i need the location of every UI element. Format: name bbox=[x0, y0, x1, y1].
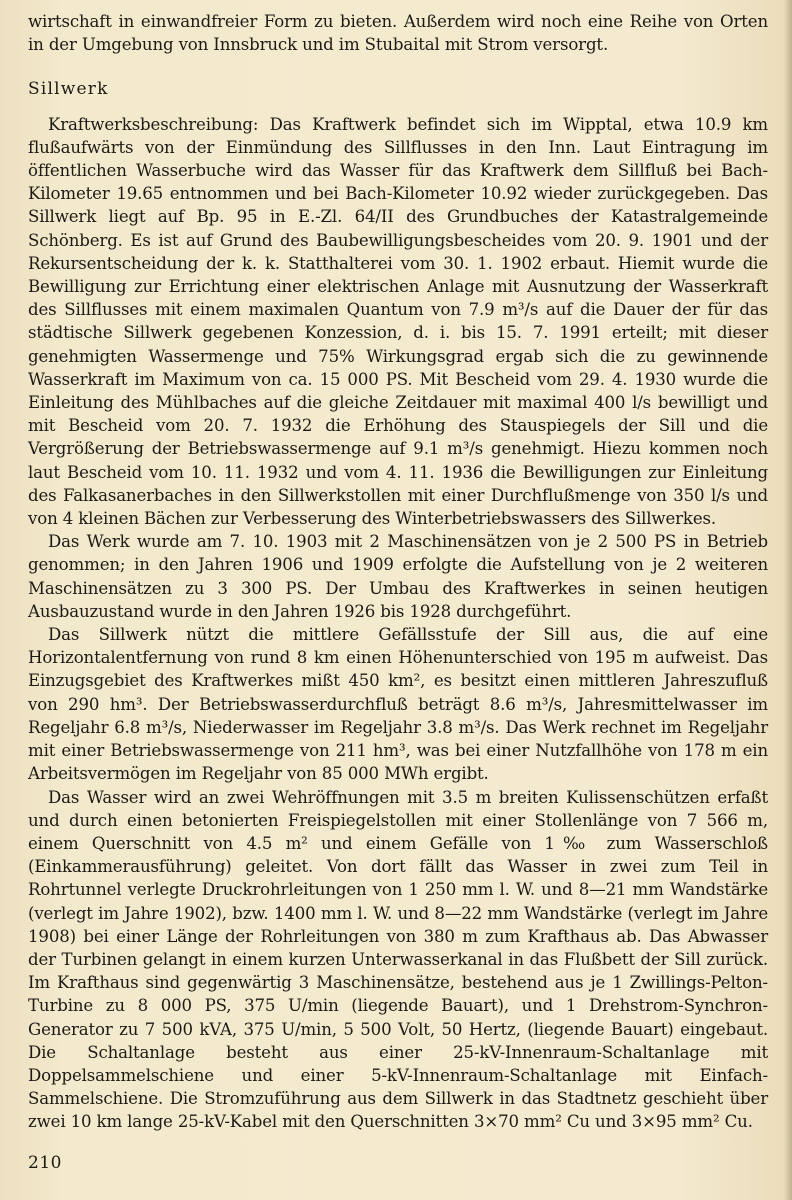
page-number: 210 bbox=[28, 1153, 62, 1173]
paragraph-text: Das Kraftwerk befindet sich im Wipptal, etwa 10.9 km flußaufwärts von der Einmündung des Sillflusses in den Inn. Laut Eintragung im öffentlichen Wasserbuche wird das Wasser für das Kraftwerk dem Sillfluß bei Bach-Kilometer 19.65 entnommen und bei Bach-Kilometer 10.92 wieder zurückgegeben. Das Sillwerk liegt auf Bp. 95 in E.-Zl. 64/II des Grundbuches der Katastralgemeinde Schönberg. Es ist auf Grund des Baubewilligungsbescheides vom 20. 9. 1901 und der Rekursentscheidung der k. k. Statthalterei vom 30. 1. 1902 erbaut. Hiemit wurde die Bewilligung zur Errichtung einer elektrischen Anlage mit Ausnutzung der Wasserkraft des Sillflusses mit einem maximalen Quantum von 7.9 m³/s auf die Dauer der für das städtische Sillwerk gegebenen Konzession, d. i. bis 15. 7. 1991 erteilt; mit dieser genehmigten Wassermenge und 75% Wirkungsgrad ergab sich die zu gewinnende Wasserkraft im Maximum von ca. 15 000 PS. Mit Bescheid vom 29. 4. 1930 wurde die Einleitung des Mühlbaches auf die gleiche Zeitdauer mit maximal 400 l/s bewilligt und mit Bescheid vom 20. 7. 1932 die Erhöhung des Stauspiegels der Sill und die Vergrößerung der Betriebswassermenge auf 9.1 m³/s genehmigt. Hiezu kommen noch laut Bescheid vom 10. 11. 1932 und vom 4. 11. 1936 die Bewilligungen zur Einleitung des Falkasanerbaches in den Sillwerkstollen mit einer Durchflußmenge von 350 l/s und von 4 kleinen Bächen zur Verbesserung des Winterbetriebswassers des Sillwerkes. bbox=[28, 114, 768, 529]
intro-paragraph: wirtschaft in einwandfreier Form zu bieten. Außerdem wird noch eine Reihe von Orten in der Umgebung von Innsbruck und im Stubaital mit Strom versorgt. bbox=[28, 12, 768, 55]
page-edge-shadow bbox=[784, 0, 792, 1200]
paragraph-label: Kraftwerksbeschreibung: bbox=[48, 114, 259, 134]
section-heading: Sillwerk bbox=[28, 79, 109, 100]
body-text bbox=[28, 10, 768, 1134]
paragraph-equipment: Das Wasser wird an zwei Wehröffnungen mit 3.5 m breiten Kulissenschützen erfaßt und durch einen betonierten Freispiegelstollen mit einer Stollenlänge von 7 566 m, einem Querschnitt von 4.5 m² und einem Gefälle von 1‰ zum Wasserschloß (Einkammerausführung) geleitet. Von dort fällt das Wasser in zwei zum Teil in Rohrtunnel verlegte Druckrohrleitungen von 1 250 mm l. W. und 8—21 mm Wandstärke (verlegt im Jahre 1902), bzw. 1400 mm l. W. und 8—22 mm Wandstärke (verlegt im Jahre 1908) bei einer Länge der Rohrleitungen von 380 m zum Krafthaus ab. Das Abwasser der Turbinen gelangt in einem kurzen Unterwasserkanal in das Flußbett der Sill zurück. Im Krafthaus sind gegenwärtig 3 Maschinensätze, bestehend aus je 1 Zwillings-Pelton-Turbine zu 8 000 PS, 375 U/min (liegende Bauart), und 1 Drehstrom-Synchron-Generator zu 7 500 kVA, 375 U/min, 5 500 Volt, 50 Hertz, (liegende Bauart) eingebaut. Die Schaltanlage besteht aus einer 25-kV-Innenraum-Schaltanlage mit Doppelsammelschiene und einer 5-kV-Innenraum-Schaltanlage mit Einfach-Sammelschiene. Die Stromzuführung aus dem Sillwerk in das Stadtnetz geschieht über zwei 10 km lange 25-kV-Kabel mit den Querschnitten 3×70 mm² Cu und 3×95 mm² Cu. bbox=[28, 787, 768, 1132]
paragraph-hydrology: Das Sillwerk nützt die mittlere Gefällsstufe der Sill aus, die auf eine Horizontalentfernung von rund 8 km einen Höhenunterschied von 195 m aufweist. Das Einzugsgebiet des Kraftwerkes mißt 450 km², es besitzt einen mittleren Jahreszufluß von 290 hm³. Der Betriebswasserdurchfluß beträgt 8.6 m³/s, Jahresmittelwasser im Regeljahr 6.8 m³/s, Niederwasser im Regeljahr 3.8 m³/s. Das Werk rechnet im Regeljahr mit einer Betriebswassermenge von 211 hm³, was bei einer Nutzfallhöhe von 178 m ein Arbeitsvermögen im Regeljahr von 85 000 MWh ergibt. bbox=[28, 625, 768, 784]
paragraph-commissioning: Das Werk wurde am 7. 10. 1903 mit 2 Maschinensätzen von je 2 500 PS in Betrieb genommen; in den Jahren 1906 und 1909 erfolgte die Aufstellung von je 2 weiteren Maschinensätzen zu 3 300 PS. Der Umbau des Kraftwerkes in seinen heutigen Ausbauzustand wurde in den Jahren 1926 bis 1928 durchgeführt. bbox=[28, 532, 768, 621]
paragraph-description bbox=[28, 113, 768, 531]
